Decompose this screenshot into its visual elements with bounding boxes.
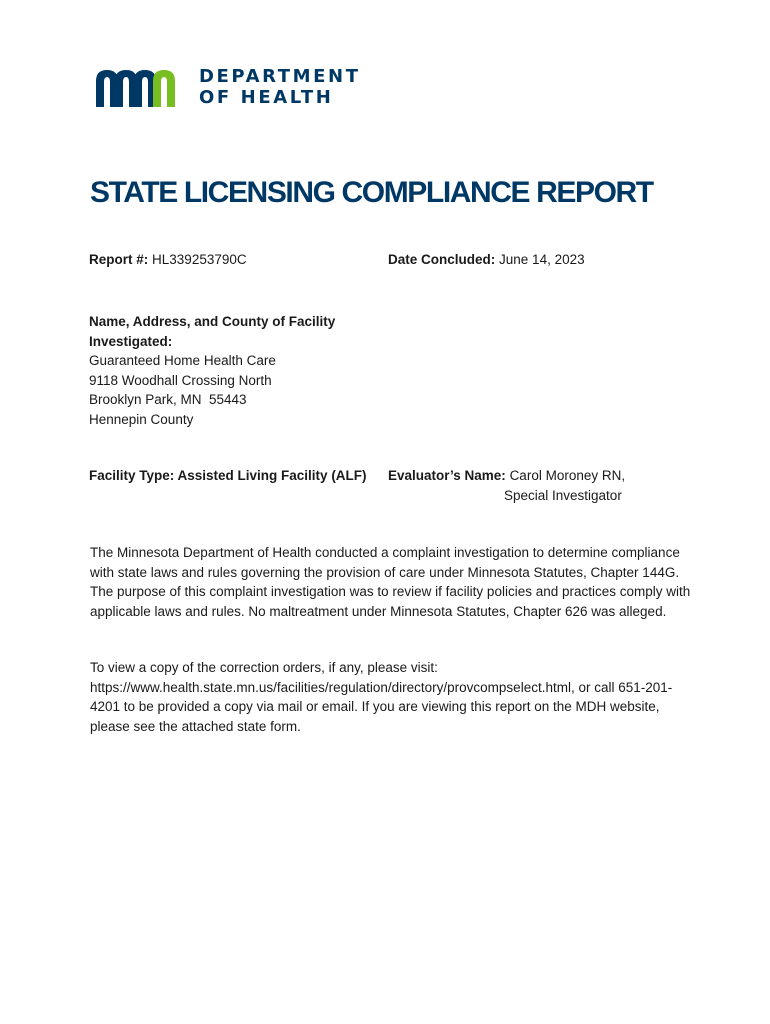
page-title: STATE LICENSING COMPLIANCE REPORT <box>90 176 653 209</box>
facility-block <box>89 312 335 429</box>
logo-line-1: DEPARTMENT <box>199 66 361 87</box>
evaluator-title: Special Investigator <box>504 487 622 503</box>
logo-wordmark <box>199 66 361 108</box>
report-number <box>89 250 247 270</box>
evaluator-name: Carol Moroney RN, <box>509 468 626 483</box>
facility-county: Hennepin County <box>89 411 194 427</box>
facility-type-label: Facility Type: Assisted Living Facility (ALF) <box>89 468 367 483</box>
report-number-label: Report #: <box>89 252 149 267</box>
body-paragraph-1: The Minnesota Department of Health conducted a complaint investigation to determine compliance with state laws and rules governing the provision of care under Minnesota Statutes, Chapter 144G. The purpose of this complaint investigation was to review if facility policies and practices comply with applicable laws and rules. No maltreatment under Minnesota Statutes, Chapter 626 was alleged. <box>90 545 691 619</box>
date-concluded-value: June 14, 2023 <box>499 252 585 267</box>
logo-line-2: OF HEALTH <box>199 87 334 108</box>
body-paragraph-2-rest: , or call 651-201-4201 to be provided a copy via mail or email. If you are viewing this report on the MDH website, please see the attached state form. <box>90 679 673 734</box>
mdh-logo <box>93 66 361 108</box>
evaluator <box>388 466 625 505</box>
date-concluded <box>388 250 585 270</box>
mn-logo-icon <box>93 67 185 107</box>
facility-city-state-zip: Brooklyn Park, MN 55443 <box>89 392 247 407</box>
correction-orders-link[interactable]: https://www.health.state.mn.us/facilities/regulation/directory/provcompselect.html <box>90 679 571 695</box>
facility-name: Guaranteed Home Health Care <box>89 353 276 368</box>
body-paragraph-2-intro: To view a copy of the correction orders, if any, please visit: <box>90 660 438 675</box>
facility-street: 9118 Woodhall Crossing North <box>89 372 272 388</box>
body-paragraph-2 <box>90 658 700 736</box>
report-number-value: HL339253790C <box>152 252 247 267</box>
evaluator-label: Evaluator’s Name: <box>388 468 506 483</box>
date-concluded-label: Date Concluded: <box>388 252 496 267</box>
facility-label-line-2: Investigated: <box>89 333 173 349</box>
facility-label-line-1: Name, Address, and County of Facility <box>89 314 336 329</box>
facility-type <box>89 466 367 486</box>
